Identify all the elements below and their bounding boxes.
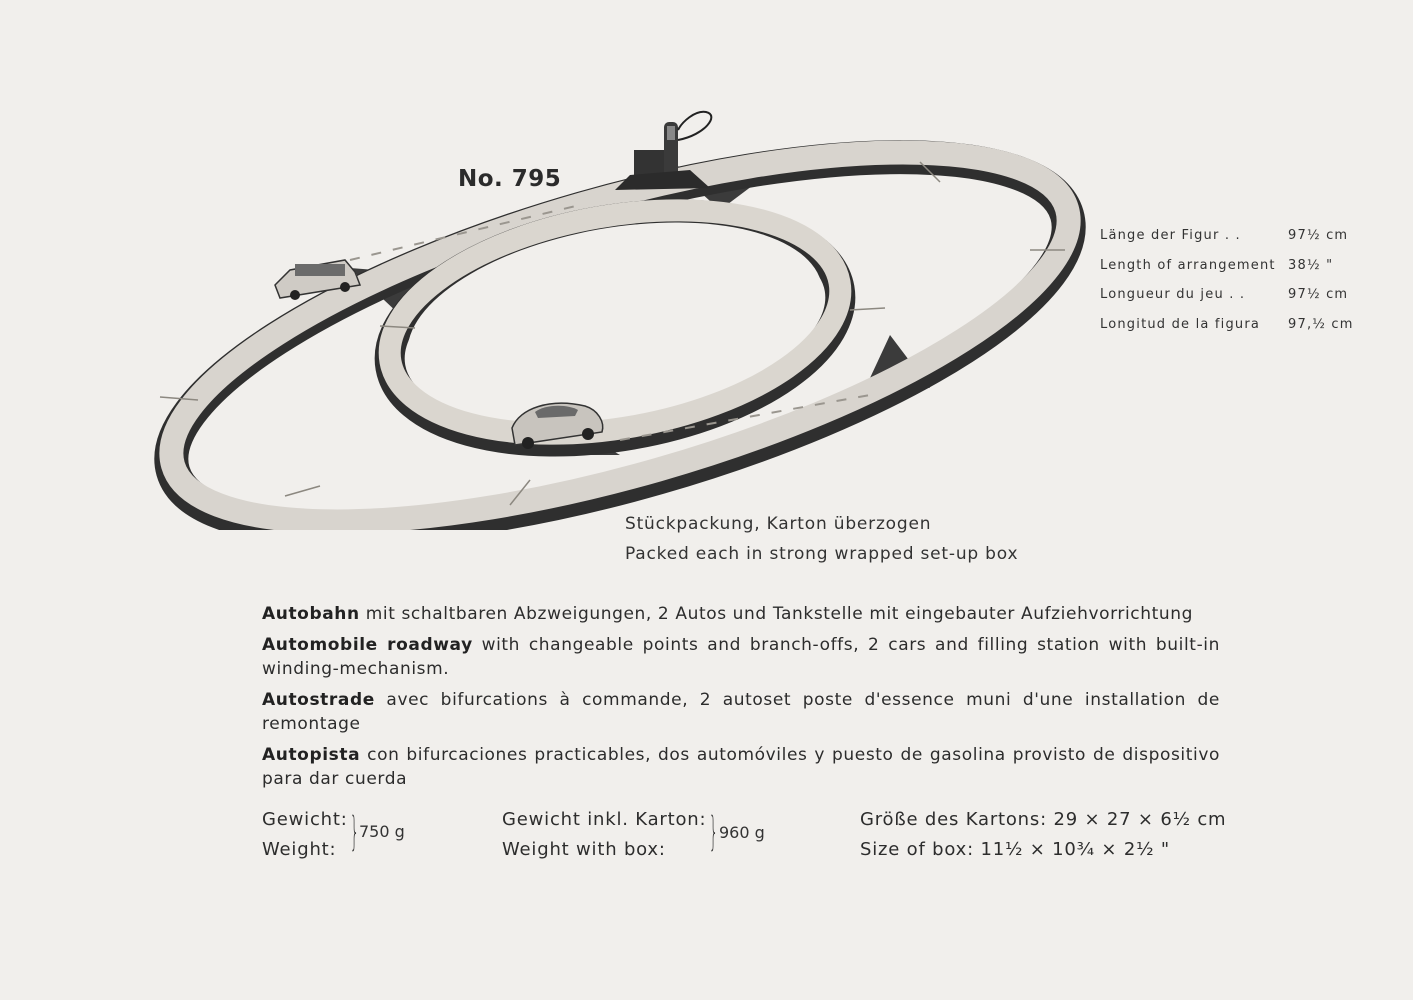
description-text: with changeable points and branch-offs, 2 cars and filling station with built-in winding-mechanism. <box>262 635 1220 679</box>
weight-label-de: Gewicht: <box>262 809 348 830</box>
weight-box-label-en: Weight with box: <box>502 839 666 860</box>
packing-de: Stückpackung, Karton überzogen <box>625 514 932 534</box>
weight-box-labels <box>502 805 706 865</box>
description-es <box>262 743 1220 791</box>
dimension-label: Longitud de la figura <box>1100 317 1261 333</box>
packing-en: Packed each in strong wrapped set-up box <box>625 544 1019 564</box>
dimension-value: 97½ cm <box>1288 287 1349 303</box>
track-illustration <box>150 110 1090 530</box>
description-title: Autostrade <box>262 690 375 710</box>
dimension-row <box>1100 228 1354 258</box>
box-size-en: Size of box: 11½ × 10¾ × 2½ " <box>860 839 1170 860</box>
brace-icon: } <box>350 809 359 855</box>
description-title: Autobahn <box>262 604 360 624</box>
dimension-label: Length of arrangement <box>1100 257 1276 273</box>
weight-label-en: Weight: <box>262 839 337 860</box>
dimension-row <box>1100 317 1354 347</box>
description-text: avec bifurcations à commande, 2 autoset poste d'essence muni d'une installation de remontage <box>262 690 1220 734</box>
description-title: Autopista <box>262 745 361 765</box>
description-title: Automobile roadway <box>262 635 473 655</box>
packing-info <box>625 509 1018 569</box>
model-number: No. 795 <box>458 166 562 192</box>
box-size-de: Größe des Kartons: 29 × 27 × 6½ cm <box>860 809 1227 830</box>
weight-box-label-de: Gewicht inkl. Karton: <box>502 809 707 830</box>
dimensions-table <box>1100 228 1354 347</box>
dimension-label: Länge der Figur . . <box>1100 228 1241 243</box>
product-descriptions <box>262 602 1220 798</box>
box-size <box>860 805 1226 865</box>
dimension-value: 38½ " <box>1288 257 1334 273</box>
dimension-row <box>1100 258 1354 288</box>
brace-icon: } <box>709 809 718 855</box>
description-de <box>262 602 1220 626</box>
dimension-row <box>1100 287 1354 317</box>
dimension-value: 97½ cm <box>1288 228 1349 243</box>
weight-labels <box>262 805 348 865</box>
description-en <box>262 633 1220 681</box>
weight-value: 750 g <box>359 822 405 841</box>
filling-station <box>615 112 711 190</box>
description-fr <box>262 688 1220 736</box>
weight-box-value: 960 g <box>719 823 765 842</box>
description-text: con bifurcaciones practicables, dos automóviles y puesto de gasolina provisto de dispositivo para dar cuerda <box>262 745 1220 789</box>
dimension-label: Longueur du jeu . . <box>1100 287 1246 303</box>
dimension-value: 97,½ cm <box>1288 317 1354 333</box>
description-text: mit schaltbaren Abzweigungen, 2 Autos und Tankstelle mit eingebauter Aufziehvorrichtung <box>359 604 1194 624</box>
